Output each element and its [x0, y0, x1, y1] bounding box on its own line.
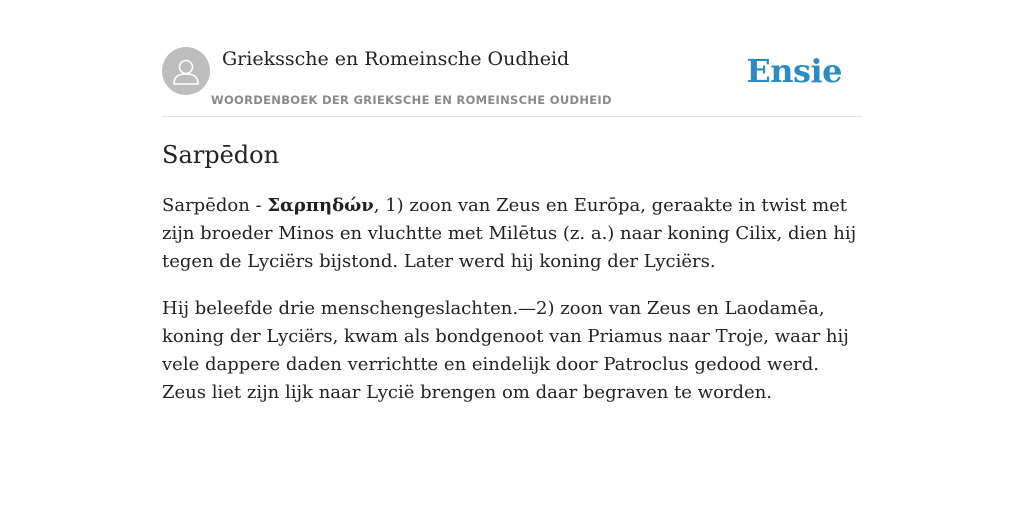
term-label: Sarpēdon - [162, 195, 268, 216]
avatar-icon-graphic [162, 47, 210, 95]
definition-text: , 1) zoon van Zeus en Eurōpa, geraakte in twist met zijn broeder Minos en vluchtte met Milētus (z. a.) naar koning Cilix, dien hij tegen de Lyciërs bijstond. Later werd hij koning der Lyciërs. [162, 195, 857, 272]
article-body [162, 192, 862, 426]
brand-logo-link[interactable]: Ensie [746, 52, 842, 90]
page-header [162, 46, 862, 117]
greek-term: Σαρπηδών [267, 195, 374, 216]
source-title: WOORDENBOEK DER GRIEKSCHE EN ROMEINSCHE OUDHEID [211, 93, 612, 107]
author-name-link[interactable]: Griekssche en Romeinsche Oudheid [222, 48, 570, 70]
definition-paragraph-1 [162, 192, 862, 276]
user-silhouette-icon[interactable] [162, 47, 210, 95]
definition-paragraph-2: Hij beleefde drie menschengeslachten.—2) zoon van Zeus en Laodamēa, koning der Lyciërs, kwam als bondgenoot van Priamus naar Troje, waar hij vele dappere daden verrichtte en eindelijk door Patroclus gedood werd. Zeus liet zijn lijk naar Lycië brengen om daar begraven te worden. [162, 298, 849, 403]
page-title: Sarpēdon [162, 141, 280, 169]
